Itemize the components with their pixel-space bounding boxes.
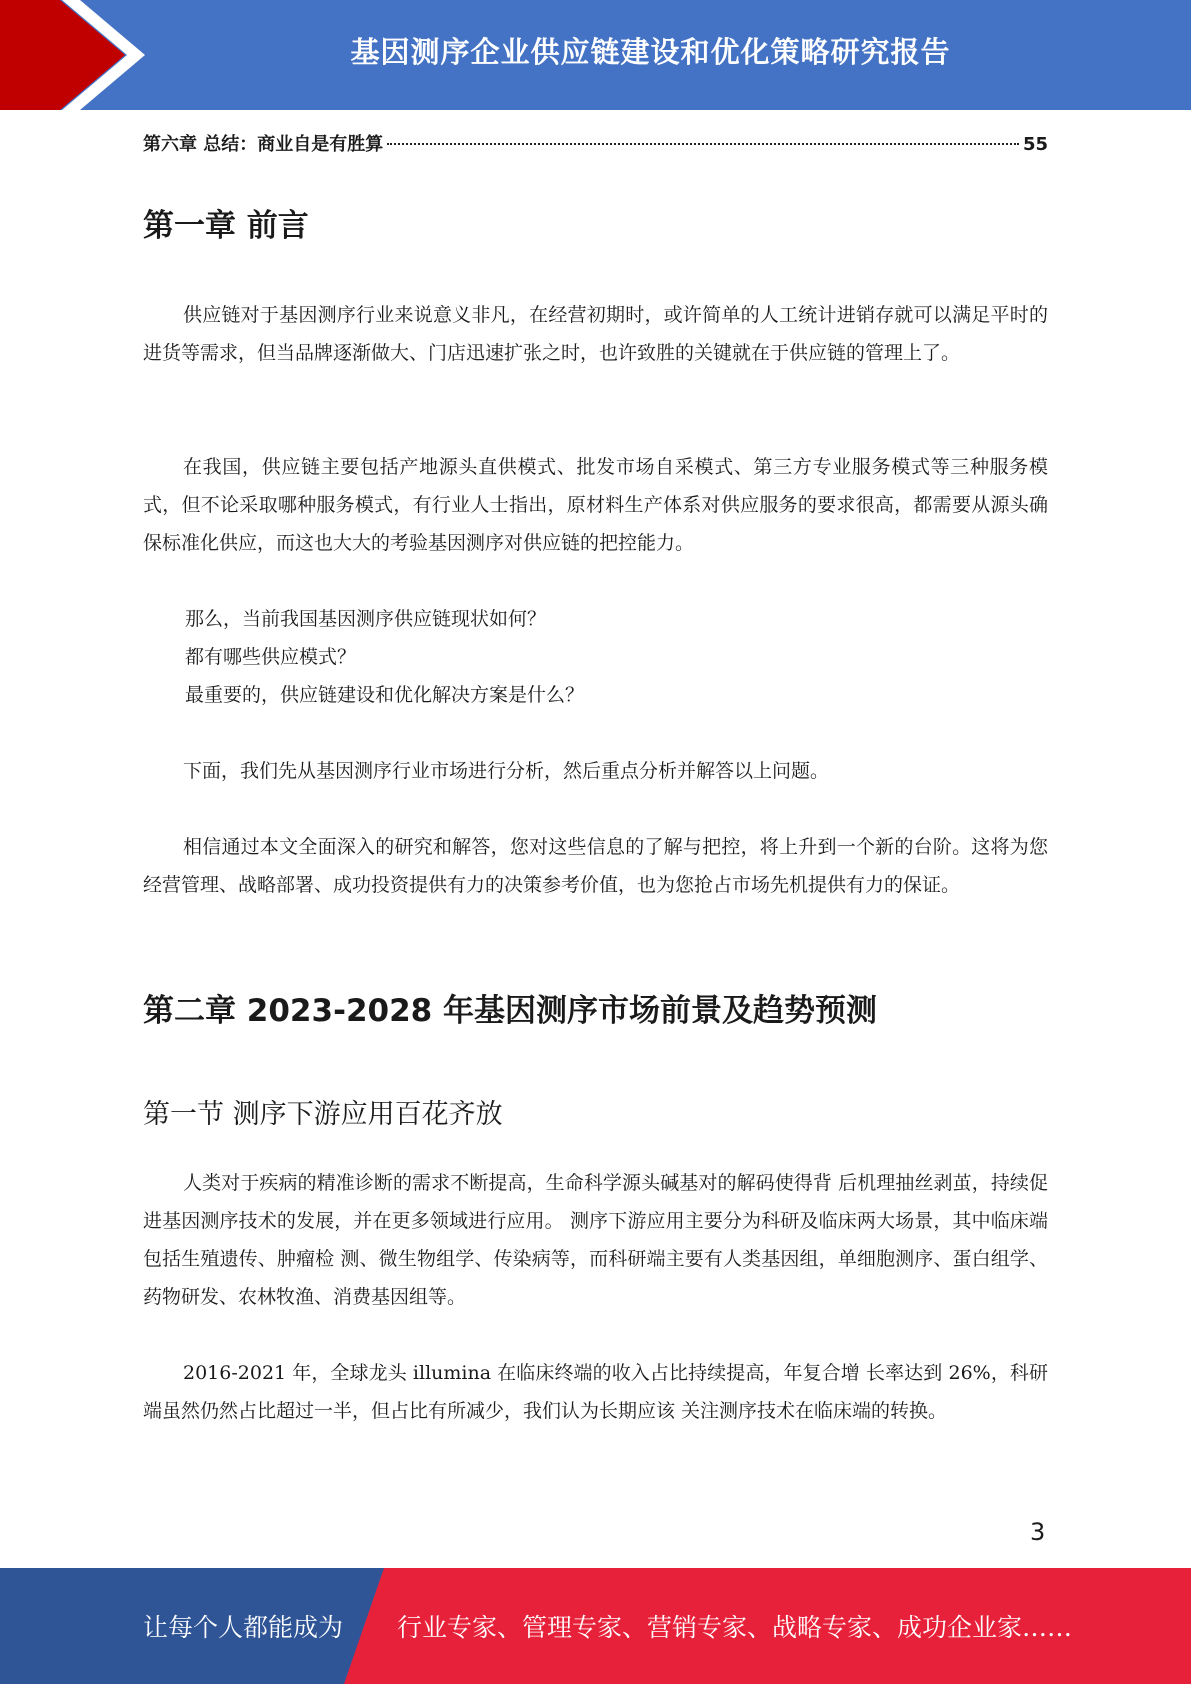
chapter-1-heading: 第一章 前言: [143, 208, 309, 244]
question-item: 那么，当前我国基因测序供应链现状如何？: [185, 608, 547, 630]
chapter-2-heading: 第二章 2023-2028 年基因测序市场前景及趋势预测: [143, 993, 878, 1029]
question-item: 都有哪些供应模式？: [185, 646, 357, 668]
chapter-1-paragraph-2: 在我国，供应链主要包括产地源头直供模式、批发市场自采模式、第三方专业服务模式等三种服务模式，但不论采取哪种服务模式，有行业人士指出，原材料生产体系对供应服务的要求很高，都需要从源头确保标准化供应，而这也大大的考验基因测序对供应链的把控能力。: [143, 456, 1048, 554]
page-header: [0, 0, 1191, 110]
toc-leader-dots: [387, 143, 1019, 145]
section-1-paragraph-1: 人类对于疾病的精准诊断的需求不断提高，生命科学源头碱基对的解码使得背 后机理抽丝剥茧，持续促进基因测序技术的发展，并在更多领域进行应用。 测序下游应用主要分为科研及临床两大场景，其中临床端包括生殖遗传、肿瘤检 测、微生物组学、传染病等，而科研端主要有人类基因组，单细胞测序、蛋白组学、 药物研发、农林牧渔、消费基因组等。: [143, 1172, 1048, 1308]
toc-entry-label: 第六章 总结：商业自是有胜算: [143, 134, 384, 155]
section-1-heading: 第一节 测序下游应用百花齐放: [143, 1099, 503, 1130]
toc-entry-page: 55: [1022, 134, 1048, 155]
page-number: 3: [1030, 1518, 1046, 1546]
chapter-1-paragraph-4: 相信通过本文全面深入的研究和解答，您对这些信息的了解与把控，将上升到一个新的台阶。这将为您经营管理、战略部署、成功投资提供有力的决策参考价值，也为您抢占市场先机提供有力的保证。: [143, 836, 1048, 896]
chapter-1-paragraph-1: 供应链对于基因测序行业来说意义非凡，在经营初期时，或许简单的人工统计进销存就可以满足平时的进货等需求，但当品牌逐渐做大、门店迅速扩张之时，也许致胜的关键就在于供应链的管理上了。: [143, 304, 1048, 364]
footer-slogan-left: 让每个人都能成为: [143, 1613, 344, 1642]
footer-slogan-right: 行业专家、管理专家、营销专家、战略专家、成功企业家……: [397, 1613, 1073, 1642]
toc-entry[interactable]: [143, 130, 1048, 160]
question-list: [185, 600, 584, 714]
section-1-paragraph-2: 2016-2021 年，全球龙头 illumina 在临床终端的收入占比持续提高，年复合增 长率达到 26%，科研端虽然仍然占比超过一半，但占比有所减少，我们认为长期应该 关注测序技术在临床端的转换。: [143, 1362, 1048, 1422]
page-footer: [0, 1568, 1191, 1684]
chapter-1-paragraph-3: 下面，我们先从基因测序行业市场进行分析，然后重点分析并解答以上问题。: [183, 760, 830, 782]
report-title: 基因测序企业供应链建设和优化策略研究报告: [350, 34, 951, 69]
question-item: 最重要的，供应链建设和优化解决方案是什么？: [185, 684, 585, 706]
